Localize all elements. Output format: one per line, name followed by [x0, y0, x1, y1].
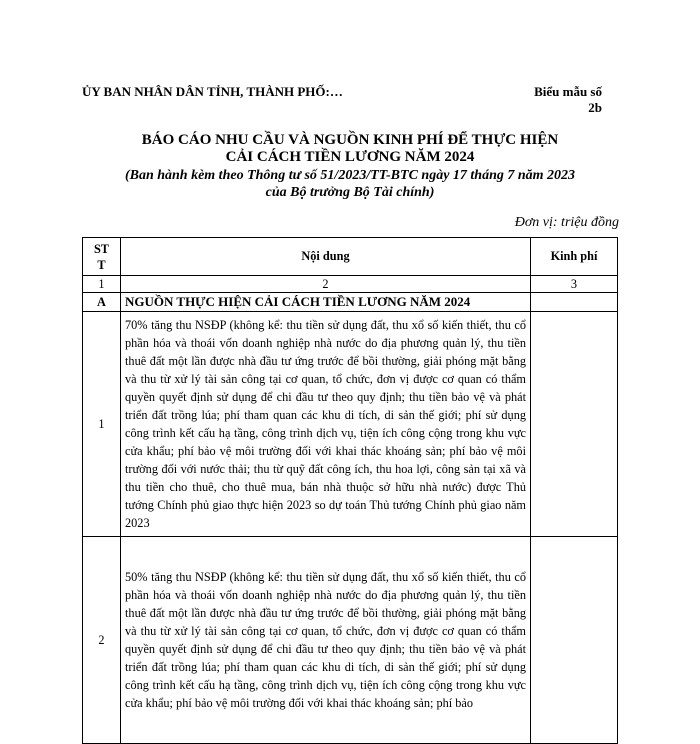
unit-label: Đơn vị: triệu đồng: [514, 215, 619, 230]
col-number-2: 2: [121, 276, 531, 293]
col-number-1: 1: [83, 276, 121, 293]
col-number-3: 3: [531, 276, 618, 293]
header-amount: Kinh phí: [531, 238, 618, 276]
table-header-row: [83, 238, 618, 276]
row-content: 70% tăng thu NSĐP (không kể: thu tiền sử dụng đất, thu xổ số kiến thiết, thu cổ phần hóa và thoái vốn doanh nghiệp nhà nước do địa phương quản lý, thu tiền thuê đất một lần được nhà đầu tư ứng trước để bồi thường, giải phóng mặt bằng và thu từ xử lý tài sản công tại cơ quan, tổ chức, đơn vị được cơ quan có thẩm quyền quyết định sử dụng để chi đầu tư theo quy định; thu tiền bảo vệ và phát triển đất trồng lúa; phí tham quan các khu di tích, di sản thế giới; phí sử dụng công trình kết cấu hạ tầng, công trình dịch vụ, tiện ích công cộng trong khu vực cửa khẩu; phí bảo vệ môi trường đối với khai thác khoáng sản; phí bảo vệ môi trường đối với nước thải; thu từ quỹ đất công ích, thu hoa lợi, công sản tại xã và thu tiền cho thuê, cho thuê mua, bán nhà thuộc sở hữu nhà nước) được Thủ tướng Chính phủ giao thực hiện 2023 so dự toán Thủ tướng Chính phủ giao năm 2023: [121, 312, 531, 537]
form-number-block: [528, 84, 602, 116]
row-stt: 2: [83, 537, 121, 744]
row-amount: [531, 537, 618, 744]
report-title-line1: BÁO CÁO NHU CẦU VÀ NGUỒN KINH PHÍ ĐỂ THỰC HIỆN: [141, 132, 559, 148]
report-subtitle-line1: (Ban hành kèm theo Thông tư số 51/2023/TT-BTC ngày 17 tháng 7 năm 2023: [124, 168, 576, 183]
row-amount: [531, 312, 618, 537]
header-content: Nội dung: [121, 238, 531, 276]
section-label: NGUỒN THỰC HIỆN CẢI CÁCH TIỀN LƯƠNG NĂM 2024: [121, 293, 531, 312]
issuing-authority: ỦY BAN NHÂN DÂN TỈNH, THÀNH PHỐ:…: [82, 84, 343, 99]
form-label: Biểu mẫu số: [534, 84, 602, 99]
section-row: [83, 293, 618, 312]
table-row: [83, 312, 618, 537]
funding-table: [82, 237, 618, 744]
section-amount: [531, 293, 618, 312]
header-stt: STT: [83, 238, 121, 276]
report-subtitle-line2: của Bộ trưởng Bộ Tài chính): [265, 185, 435, 200]
row-content: 50% tăng thu NSĐP (không kể: thu tiền sử dụng đất, thu xổ số kiến thiết, thu cổ phần hóa và thoái vốn doanh nghiệp nhà nước do địa phương quản lý, thu tiền thuê đất một lần được nhà đầu tư ứng trước để bồi thường, giải phóng mặt bằng và thu từ xử lý tài sản công tại cơ quan, tổ chức, đơn vị được cơ quan có thẩm quyền quyết định sử dụng để chi đầu tư theo quy định; thu tiền bảo vệ và phát triển đất trồng lúa; phí tham quan các khu di tích, di sản thế giới; phí sử dụng công trình kết cấu hạ tầng, công trình dịch vụ, tiện ích công cộng trong khu vực cửa khẩu; phí bảo vệ môi trường đối với khai thác khoáng sản; phí bảo: [121, 537, 531, 744]
row-stt: 1: [83, 312, 121, 537]
column-number-row: [83, 276, 618, 293]
form-number: 2b: [588, 100, 602, 115]
report-title-line2: CẢI CÁCH TIỀN LƯƠNG NĂM 2024: [225, 149, 475, 165]
section-code: A: [83, 293, 121, 312]
table-row: [83, 537, 618, 744]
